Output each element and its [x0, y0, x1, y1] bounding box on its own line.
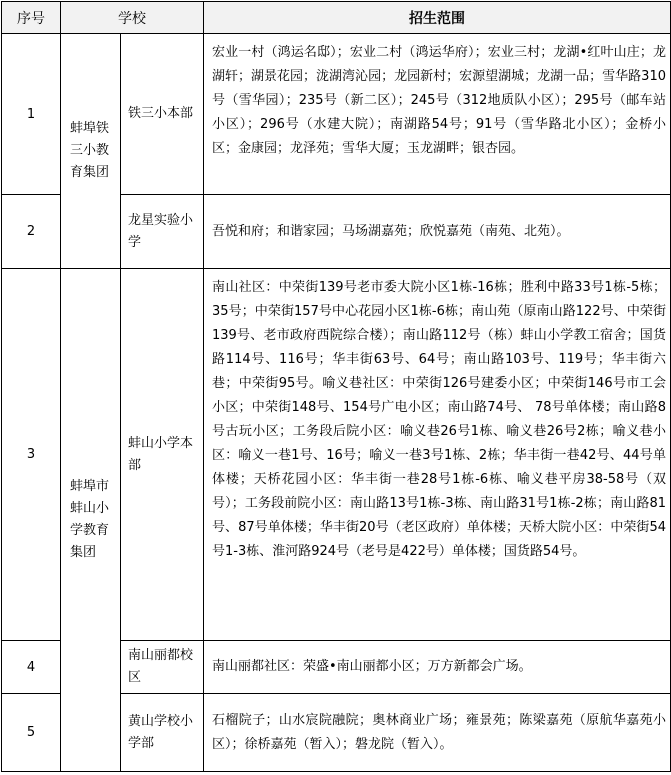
- row-seq: 5: [2, 694, 61, 772]
- school-name: 蚌山小学本部: [121, 269, 204, 641]
- enrollment-scope: 宏业一村（鸿运名邸）；宏业二村（鸿运华府）；宏业三村；龙湖•红叶山庄；龙湖轩；湖景花园；泷湖湾沁园；龙园新村；宏源望湖城；龙湖一品；雪华路310号（雪华园）；235号（新二区）；245号（312地质队小区）；295号（邮车站小区）；296号（水建大院）；南湖路54号；91号（雪华路北小区）；金桥小区；金康园；龙泽苑；雪华大厦；玉龙湖畔；银杏园。: [204, 34, 671, 195]
- group-name-tiesan: 蚌埠铁三小教育集团: [61, 34, 121, 269]
- header-row: [2, 2, 671, 34]
- row-seq: 2: [2, 195, 61, 269]
- enrollment-scope: 石榴院子；山水宸院融院；奥林商业广场；雍景苑；陈梁嘉苑（原航华嘉苑小区）；徐桥嘉苑（暂入）；磐龙院（暂入）。: [204, 694, 671, 772]
- table-row: [2, 34, 671, 195]
- enrollment-scope: 吾悦和府；和谐家园；马场湖嘉苑；欣悦嘉苑（南苑、北苑）。: [204, 195, 671, 269]
- group-name-bengshan: 蚌埠市蚌山小学教育集团: [61, 269, 121, 772]
- school-name: 南山丽都校区: [121, 641, 204, 694]
- school-name: 黄山学校小学部: [121, 694, 204, 772]
- school-name: 铁三小本部: [121, 34, 204, 195]
- row-seq: 4: [2, 641, 61, 694]
- scope-header: 招生范围: [204, 2, 671, 34]
- row-seq: 3: [2, 269, 61, 641]
- school-name: 龙星实验小学: [121, 195, 204, 269]
- table-row: [2, 269, 671, 641]
- school-header: 学校: [61, 2, 204, 34]
- row-seq: 1: [2, 34, 61, 195]
- enrollment-scope: 南山丽都社区：荣盛•南山丽都小区；万方新都会广场。: [204, 641, 671, 694]
- seq-header: 序号: [2, 2, 61, 34]
- enrollment-table: [1, 1, 671, 772]
- enrollment-scope: 南山社区：中荣街139号老市委大院小区1栋-16栋；胜利中路33号1栋-5栋；35号；中荣街157号中心花园小区1栋-6栋；南山苑（原南山路122号、中荣街139号、老市政府西院综合楼）；南山路112号（栋）蚌山小学教工宿舍；国货路114号、116号；华丰街63号、64号；南山路103号、119号；华丰街六巷；中荣街95号。喻义巷社区：中荣街126号建委小区；中荣街146号市工会小区；中荣街148号、154号广电小区；南山路74号、 78号单体楼；南山路8号古玩小区；工务段后院小区：喻义巷26号1栋、喻义巷26号2栋；喻义巷小区：喻义一巷1号、16号；喻义一巷3号1栋、2栋；华丰街一巷42号、44号单体楼；天桥花园小区：华丰街一巷28号1栋-6栋、喻义巷平房38-58号（双号）；工务段前院小区：南山路13号1栋-3栋、南山路31号1栋-2栋；南山路81号、87号单体楼；华丰街20号（老区政府）单体楼；天桥大院小区：中荣街54号1-3栋、淮河路924号（老号是422号）单体楼；国货路54号。: [204, 269, 671, 641]
